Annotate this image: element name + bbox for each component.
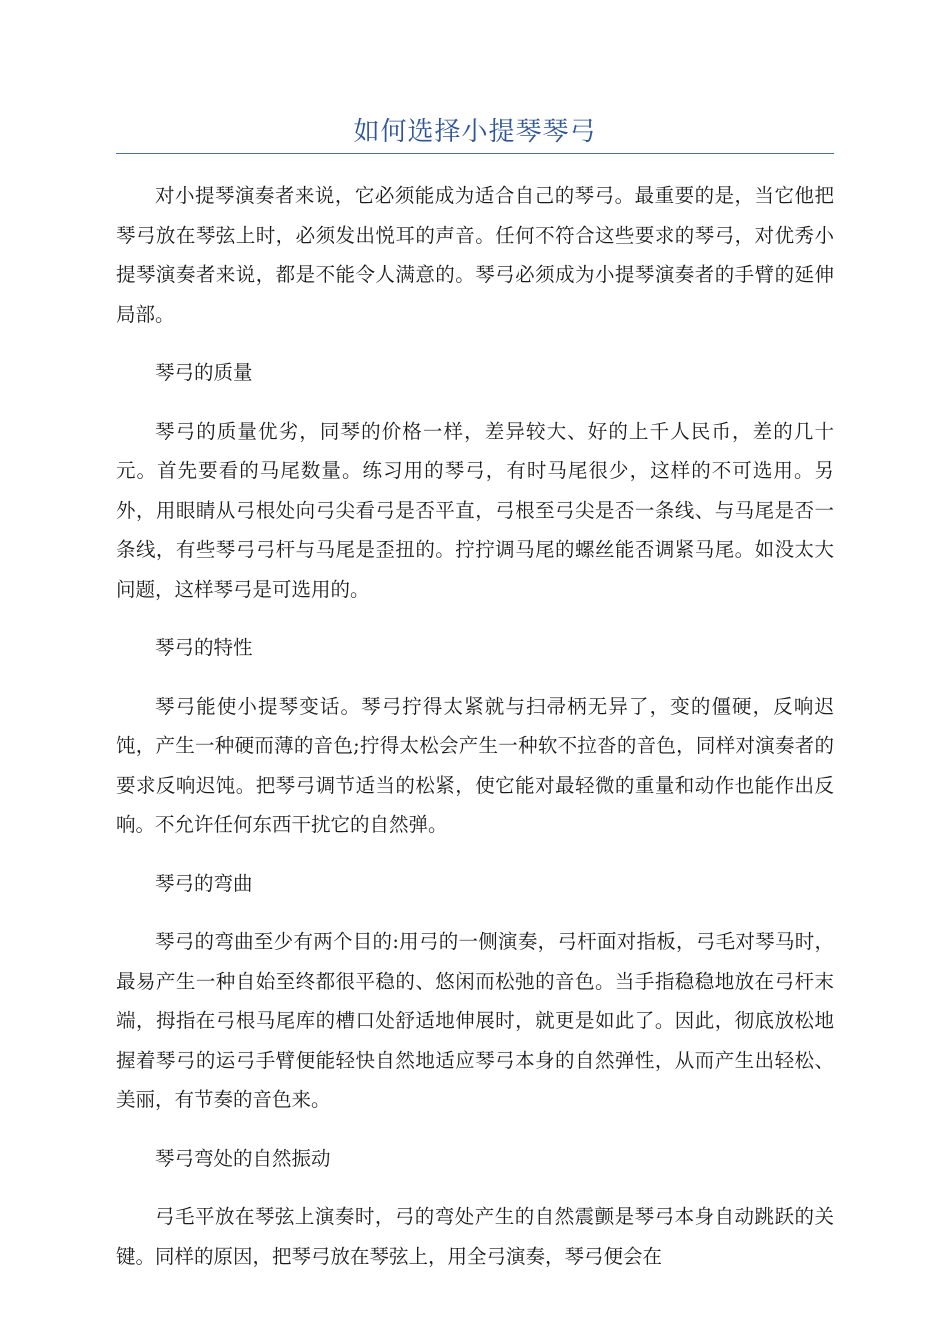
intro-paragraph: 对小提琴演奏者来说，它必须能成为适合自己的琴弓。最重要的是，当它他把琴弓放在琴弦上时，必须发出悦耳的声音。任何不符合这些要求的琴弓，对优秀小提琴演奏者来说，都是不能令人满意的。琴弓必须成为小提琴演奏者的手臂的延伸局部。 bbox=[116, 184, 834, 326]
section-paragraph-vibration: 弓毛平放在琴弦上演奏时，弓的弯处产生的自然震颤是琴弓本身自动跳跃的关键。同样的原因，把琴弓放在琴弦上，用全弓演奏，琴弓便会在 bbox=[116, 1205, 834, 1268]
section-heading-properties: 琴弓的特性 bbox=[155, 636, 253, 659]
section-paragraph-properties: 琴弓能使小提琴变话。琴弓拧得太紧就与扫帚柄无异了，变的僵硬，反响迟饨，产生一种硬而薄的音色;拧得太松会产生一种软不拉沓的音色，同样对演奏者的要求反响迟饨。把琴弓调节适当的松紧，使它能对最轻微的重量和动作也能作出反响。不允许任何东西干扰它的自然弹。 bbox=[116, 694, 834, 836]
section-paragraph-curvature: 琴弓的弯曲至少有两个目的:用弓的一侧演奏，弓杆面对指板，弓毛对琴马时，最易产生一种自始至终都很平稳的、悠闲而松弛的音色。当手指稳稳地放在弓杆末端，拇指在弓根马尾库的槽口处舒适地伸展时，就更是如此了。因此，彻底放松地握着琴弓的运弓手臂便能轻快自然地适应琴弓本身的自然弹性，从而产生出轻松、美丽，有节奏的音色来。 bbox=[116, 930, 834, 1111]
document-body bbox=[116, 176, 834, 1276]
section-paragraph-quality: 琴弓的质量优劣，同琴的价格一样，差异较大、好的上千人民币，差的几十元。首先要看的马尾数量。练习用的琴弓，有时马尾很少，这样的不可选用。另外，用眼睛从弓根处向弓尖看弓是否平直，弓根至弓尖是否一条线、与马尾是否一条线，有些琴弓弓杆与马尾是歪扭的。拧拧调马尾的螺丝能否调紧马尾。如没太大问题，这样琴弓是可选用的。 bbox=[116, 419, 834, 601]
section-heading-quality: 琴弓的质量 bbox=[155, 361, 253, 384]
section-heading-curvature: 琴弓的弯曲 bbox=[155, 871, 253, 895]
section-heading-vibration: 琴弓弯处的自然振动 bbox=[155, 1146, 331, 1170]
page-title: 如何选择小提琴琴弓 bbox=[353, 117, 597, 147]
title-underline bbox=[116, 153, 834, 154]
